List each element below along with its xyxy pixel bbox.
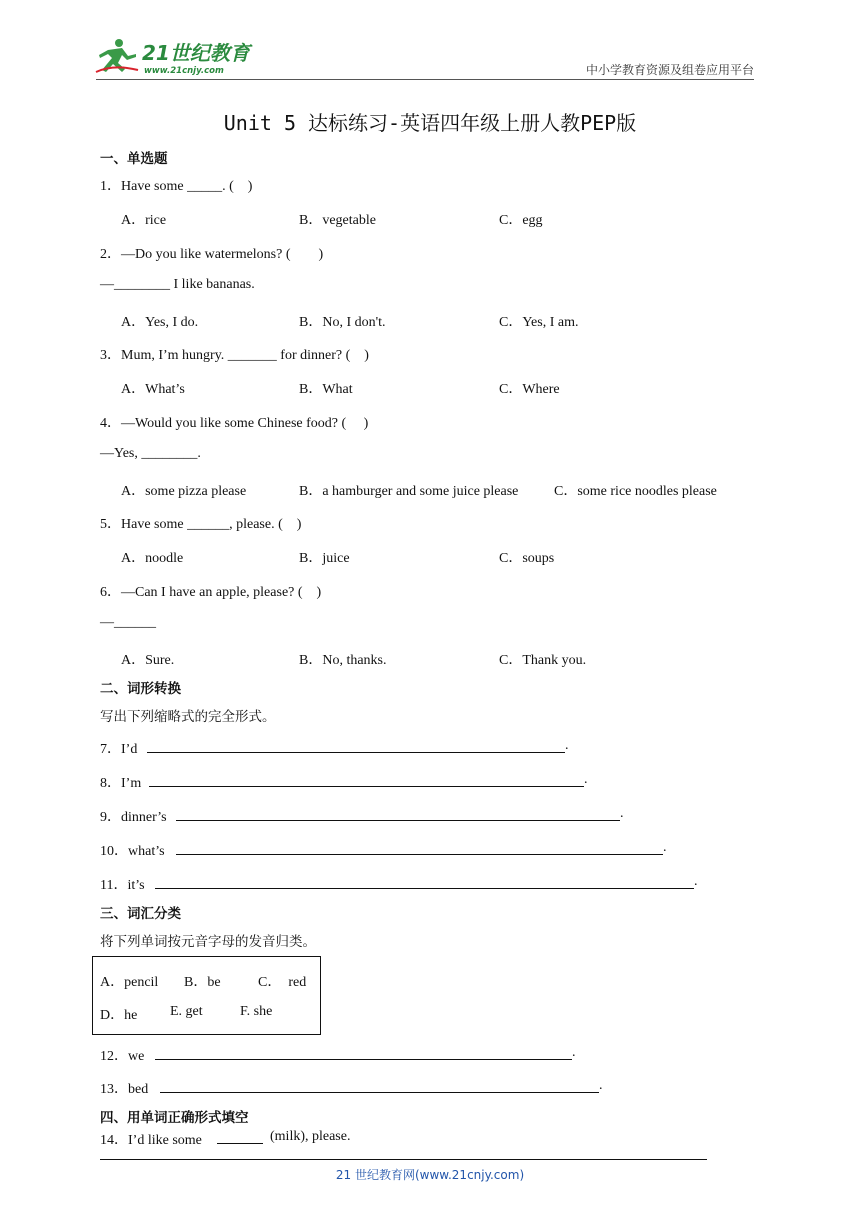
q5-option-a: A．noodle [121,551,184,566]
word-e: E. get [170,1004,203,1019]
period-10: . [663,840,667,855]
q3-option-a: A．What’s [121,382,185,397]
section-heading-3: 三、词汇分类 [100,906,181,922]
site-logo [94,36,264,78]
question-4-line2: —Yes, ________. [100,446,201,461]
answer-line-13[interactable] [160,1092,599,1093]
period-11: . [694,874,698,889]
section-heading-4: 四、用单词正确形式填空 [100,1110,249,1126]
section-3-instruction: 将下列单词按元音字母的发音归类。 [100,934,316,950]
logo-url: www.21cnjy.com [144,66,224,76]
section-2-instruction: 写出下列缩略式的完全形式。 [100,709,276,725]
period-13: . [599,1078,603,1093]
footer-divider [100,1159,707,1160]
answer-line-8[interactable] [149,786,584,787]
answer-line-10[interactable] [176,854,663,855]
q4-option-c: C．some rice noodles please [554,484,717,499]
q2-option-b: B．No, I don't. [299,315,386,330]
q3-option-c: C．Where [499,382,560,397]
question-9: 9．dinner’s [100,810,167,825]
q5-option-b: B．juice [299,551,350,566]
word-b: B．be [184,975,221,990]
answer-line-12[interactable] [155,1059,572,1060]
question-4: 4．—Would you like some Chinese food? ( ) [100,416,369,431]
word-a: A．pencil [100,975,159,990]
question-12: 12．we [100,1049,145,1064]
period-9: . [620,806,624,821]
question-7: 7．I’d [100,742,138,757]
question-3: 3．Mum, I’m hungry. _______ for dinner? ( ) [100,348,369,363]
word-d: D．he [100,1008,138,1023]
q4-option-a: A．some pizza please [121,484,247,499]
q2-option-a: A．Yes, I do. [121,315,199,330]
answer-line-7[interactable] [147,752,565,753]
q5-option-c: C．soups [499,551,555,566]
runner-icon [96,39,138,72]
q6-option-b: B．No, thanks. [299,653,387,668]
q3-option-b: B．What [299,382,353,397]
q1-option-c: C．egg [499,213,543,228]
question-1: 1．Have some _____. ( ) [100,179,253,194]
footer-text[interactable]: 21 世纪教育网(www.21cnjy.com) [335,1168,525,1182]
q1-option-b: B．vegetable [299,213,376,228]
question-14-hint: (milk), please. [270,1129,351,1144]
question-8: 8．I’m [100,776,142,791]
question-2-line2: —________ I like bananas. [100,277,255,292]
q6-option-c: C．Thank you. [499,653,587,668]
q2-option-c: C．Yes, I am. [499,315,579,330]
question-6: 6．—Can I have an apple, please? ( ) [100,585,322,600]
q1-option-a: A．rice [121,213,167,228]
question-11: 11．it’s [100,878,145,893]
answer-line-9[interactable] [176,820,620,821]
section-heading-1: 一、单选题 [100,151,168,167]
q6-option-a: A．Sure. [121,653,175,668]
header-divider [96,79,754,80]
question-2: 2．—Do you like watermelons? ( ) [100,247,324,262]
word-c: C． red [258,975,307,990]
logo-text: 21世纪教育 [142,41,250,65]
header-platform-text: 中小学教育资源及组卷应用平台 [585,63,754,77]
page-title: Unit 5 达标练习-英语四年级上册人教PEP版 [223,111,637,135]
period-7: . [565,738,569,753]
answer-line-14[interactable] [217,1143,263,1144]
question-13: 13．bed [100,1082,149,1097]
answer-line-11[interactable] [155,888,694,889]
period-12: . [572,1045,576,1060]
word-f: F. she [240,1004,273,1019]
question-10: 10．what’s [100,844,165,859]
section-heading-2: 二、词形转换 [100,681,181,697]
question-14: 14．I’d like some [100,1133,202,1148]
question-5: 5．Have some ______, please. ( ) [100,517,302,532]
q4-option-b: B．a hamburger and some juice please [299,484,519,499]
question-6-line2: —______ [100,615,156,630]
period-8: . [584,772,588,787]
